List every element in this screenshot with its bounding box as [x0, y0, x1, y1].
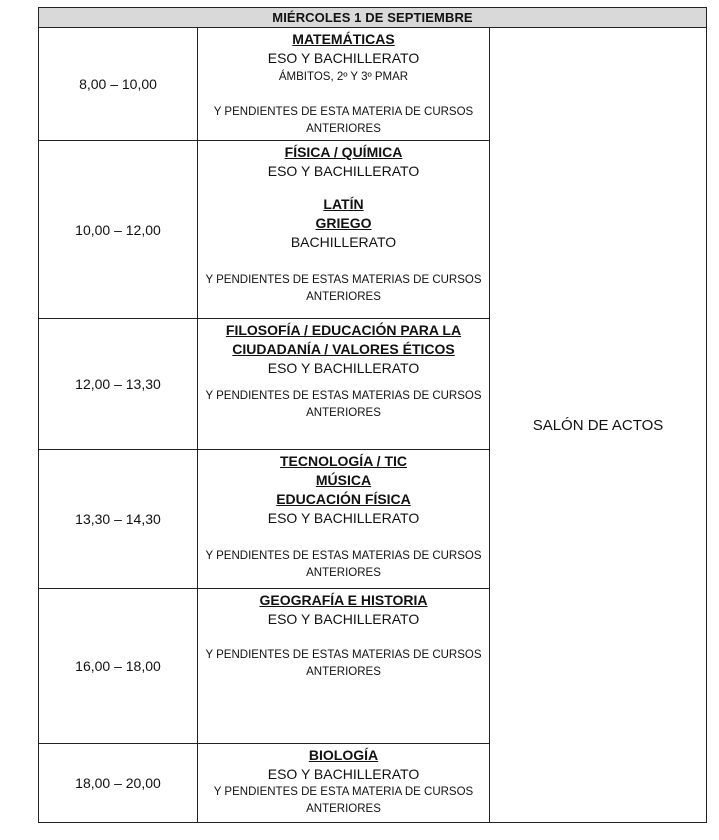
- subject-cell: [198, 744, 490, 823]
- subject-cell: [198, 28, 490, 141]
- subject-name: GEOGRAFÍA E HISTORIA: [259, 592, 428, 608]
- exam-schedule-table: [38, 7, 707, 823]
- subject-name: EDUCACIÓN FÍSICA: [276, 491, 411, 507]
- subject-cell: [198, 450, 490, 589]
- subject-name: BIOLOGÍA: [308, 747, 379, 763]
- day-header: MIÉRCOLES 1 DE SEPTIEMBRE: [39, 8, 707, 28]
- level-text: ESO Y BACHILLERATO: [267, 50, 420, 66]
- time-slot: 13,30 – 14,30: [39, 450, 198, 589]
- pending-note: Y PENDIENTES DE ESTAS MATERIAS DE CURSOS ANTERIORES: [205, 649, 482, 678]
- subject-name: FÍSICA / QUÍMICA: [284, 144, 403, 160]
- subject-name: GRIEGO: [315, 215, 372, 231]
- time-slot: 18,00 – 20,00: [39, 744, 198, 823]
- subject-name: LATÍN: [323, 196, 364, 212]
- pending-note: Y PENDIENTES DE ESTAS MATERIAS DE CURSOS ANTERIORES: [205, 390, 482, 419]
- subject-cell: [198, 141, 490, 319]
- pending-note: Y PENDIENTES DE ESTA MATERIA DE CURSOS ANTERIORES: [213, 106, 474, 135]
- level-text: ESO Y BACHILLERATO: [267, 611, 420, 627]
- table-row: [39, 28, 707, 141]
- time-slot: 8,00 – 10,00: [39, 28, 198, 141]
- subject-name: MATEMÁTICAS: [292, 31, 395, 47]
- level-text: ESO Y BACHILLERATO: [267, 163, 420, 179]
- subject-cell: [198, 319, 490, 450]
- subject-name: MÚSICA: [315, 472, 372, 488]
- subject-name: TECNOLOGÍA / TIC: [279, 453, 408, 469]
- header-row: [39, 8, 707, 28]
- subject-name: CIUDADANÍA / VALORES ÉTICOS: [232, 341, 455, 357]
- extra-text: ÁMBITOS, 2º Y 3º PMAR: [278, 71, 409, 83]
- pending-note: Y PENDIENTES DE ESTAS MATERIAS DE CURSOS ANTERIORES: [205, 550, 482, 579]
- pending-note: Y PENDIENTES DE ESTA MATERIA DE CURSOS ANTERIORES: [213, 786, 474, 815]
- subject-name: FILOSOFÍA / EDUCACIÓN PARA LA: [225, 322, 462, 338]
- pending-note: Y PENDIENTES DE ESTAS MATERIAS DE CURSOS ANTERIORES: [205, 274, 482, 303]
- level-text: BACHILLERATO: [290, 234, 397, 250]
- room-cell: SALÓN DE ACTOS: [490, 28, 707, 823]
- level-text: ESO Y BACHILLERATO: [267, 766, 420, 782]
- level-text: ESO Y BACHILLERATO: [267, 510, 420, 526]
- level-text: ESO Y BACHILLERATO: [267, 360, 420, 376]
- time-slot: 12,00 – 13,30: [39, 319, 198, 450]
- subject-cell: [198, 589, 490, 744]
- time-slot: 16,00 – 18,00: [39, 589, 198, 744]
- time-slot: 10,00 – 12,00: [39, 141, 198, 319]
